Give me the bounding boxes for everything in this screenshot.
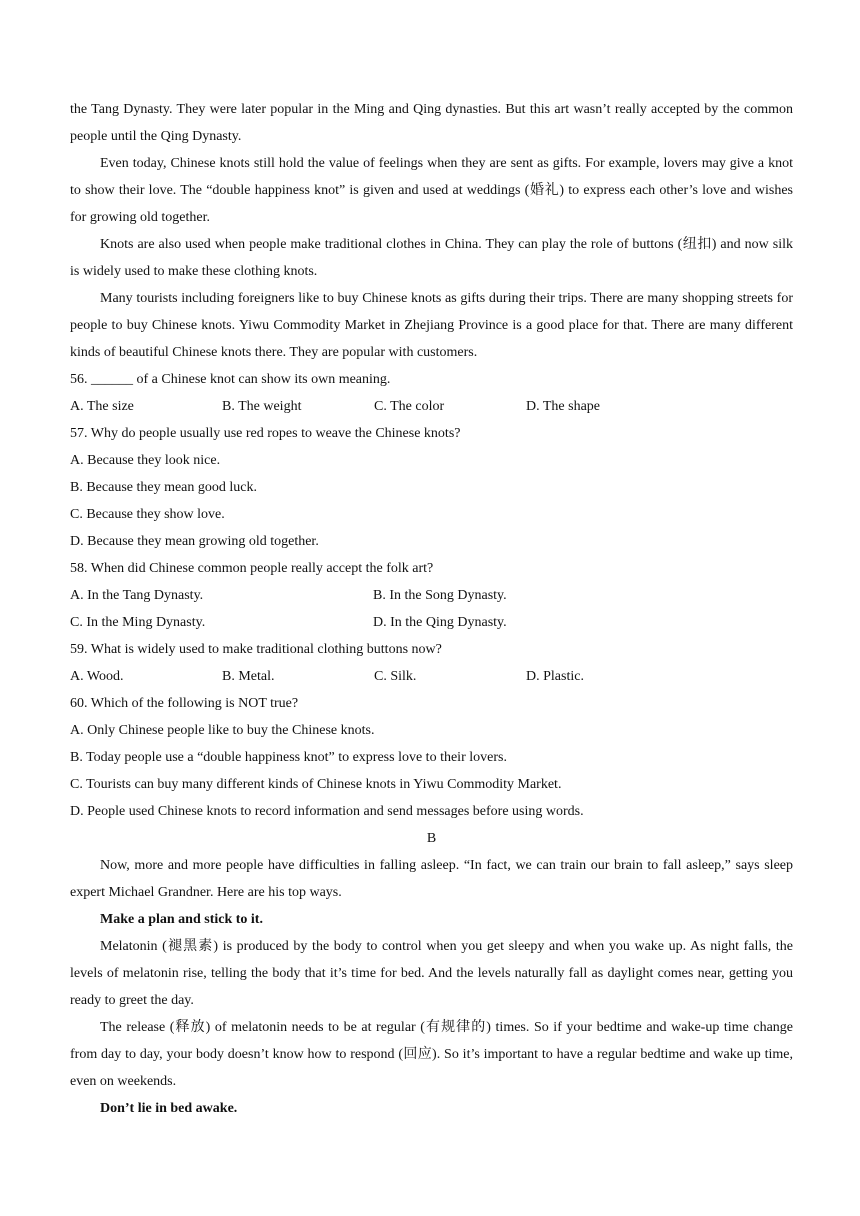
passage-b-paragraph: The release (释放) of melatonin needs to be at regular (有规律的) times. So if your bedtime and wake-up time change from day to day, your body doesn’t know how to respond (回应). So it’s important to have a regular bedtime and wake up time, even on weekends. xyxy=(70,1020,793,1089)
option-c: C. Because they show love. xyxy=(70,507,225,522)
option-d: D. Because they mean growing old together. xyxy=(70,534,319,549)
page-content xyxy=(70,96,793,1122)
passage-b-intro: Now, more and more people have difficulties in falling asleep. “In fact, we can train our brain to fall asleep,” says sleep expert Michael Grandner. Here are his top ways. xyxy=(70,858,793,900)
passage-b-heading: Make a plan and stick to it. xyxy=(100,912,263,927)
question-stem: 56. ______ of a Chinese knot can show its own meaning. xyxy=(70,372,391,387)
option-a: A. In the Tang Dynasty. xyxy=(70,588,204,603)
option-c: C. Silk. xyxy=(374,669,417,684)
question-options xyxy=(70,393,793,420)
question-options xyxy=(70,663,793,690)
passage-a-paragraph: Even today, Chinese knots still hold the value of feelings when they are sent as gifts. For example, lovers may give a knot to show their love. The “double happiness knot” is given and used at weddings (婚礼) to express each other’s love and wishes for growing old together. xyxy=(70,156,793,225)
option-a: A. Because they look nice. xyxy=(70,453,221,468)
option-b: B. The weight xyxy=(222,399,302,414)
question-stem: 59. What is widely used to make traditional clothing buttons now? xyxy=(70,642,442,657)
question-stem: 57. Why do people usually use red ropes to weave the Chinese knots? xyxy=(70,426,461,441)
option-c: C. The color xyxy=(374,399,445,414)
passage-a-paragraph: Knots are also used when people make traditional clothes in China. They can play the role of buttons (纽扣) and now silk is widely used to make these clothing knots. xyxy=(70,237,793,279)
passage-b-heading: Don’t lie in bed awake. xyxy=(100,1101,238,1116)
question-stem: 58. When did Chinese common people really accept the folk art? xyxy=(70,561,434,576)
option-d: D. Plastic. xyxy=(526,669,584,684)
option-d: D. People used Chinese knots to record information and send messages before using words. xyxy=(70,804,584,819)
option-b: B. Metal. xyxy=(222,669,275,684)
option-b: B. Today people use a “double happiness knot” to express love to their lovers. xyxy=(70,750,507,765)
passage-b-paragraph: Melatonin (褪黑素) is produced by the body to control when you get sleepy and when you wake up. As night falls, the levels of melatonin rise, telling the body that it’s time for bed. And the levels naturally fall as daylight comes near, getting you ready to greet the day. xyxy=(70,939,793,1008)
passage-a-paragraph: the Tang Dynasty. They were later popular in the Ming and Qing dynasties. But this art wasn’t really accepted by the common people until the Qing Dynasty. xyxy=(70,102,793,144)
option-a: A. The size xyxy=(70,399,134,414)
option-c: C. In the Ming Dynasty. xyxy=(70,615,206,630)
question-stem: 60. Which of the following is NOT true? xyxy=(70,696,299,711)
option-b: B. Because they mean good luck. xyxy=(70,480,258,495)
option-a: A. Wood. xyxy=(70,669,124,684)
question-options xyxy=(70,582,793,609)
passage-a-paragraph: Many tourists including foreigners like to buy Chinese knots as gifts during their trips. There are many shopping streets for people to buy Chinese knots. Yiwu Commodity Market in Zhejiang Province is a good place for that. There are many different kinds of beautiful Chinese knots there. They are popular with customers. xyxy=(70,291,793,360)
option-b: B. In the Song Dynasty. xyxy=(373,588,507,603)
question-options xyxy=(70,609,793,636)
option-a: A. Only Chinese people like to buy the Chinese knots. xyxy=(70,723,375,738)
section-label: B xyxy=(426,831,437,846)
option-d: D. The shape xyxy=(526,399,600,414)
option-c: C. Tourists can buy many different kinds of Chinese knots in Yiwu Commodity Market. xyxy=(70,777,562,792)
option-d: D. In the Qing Dynasty. xyxy=(373,615,507,630)
